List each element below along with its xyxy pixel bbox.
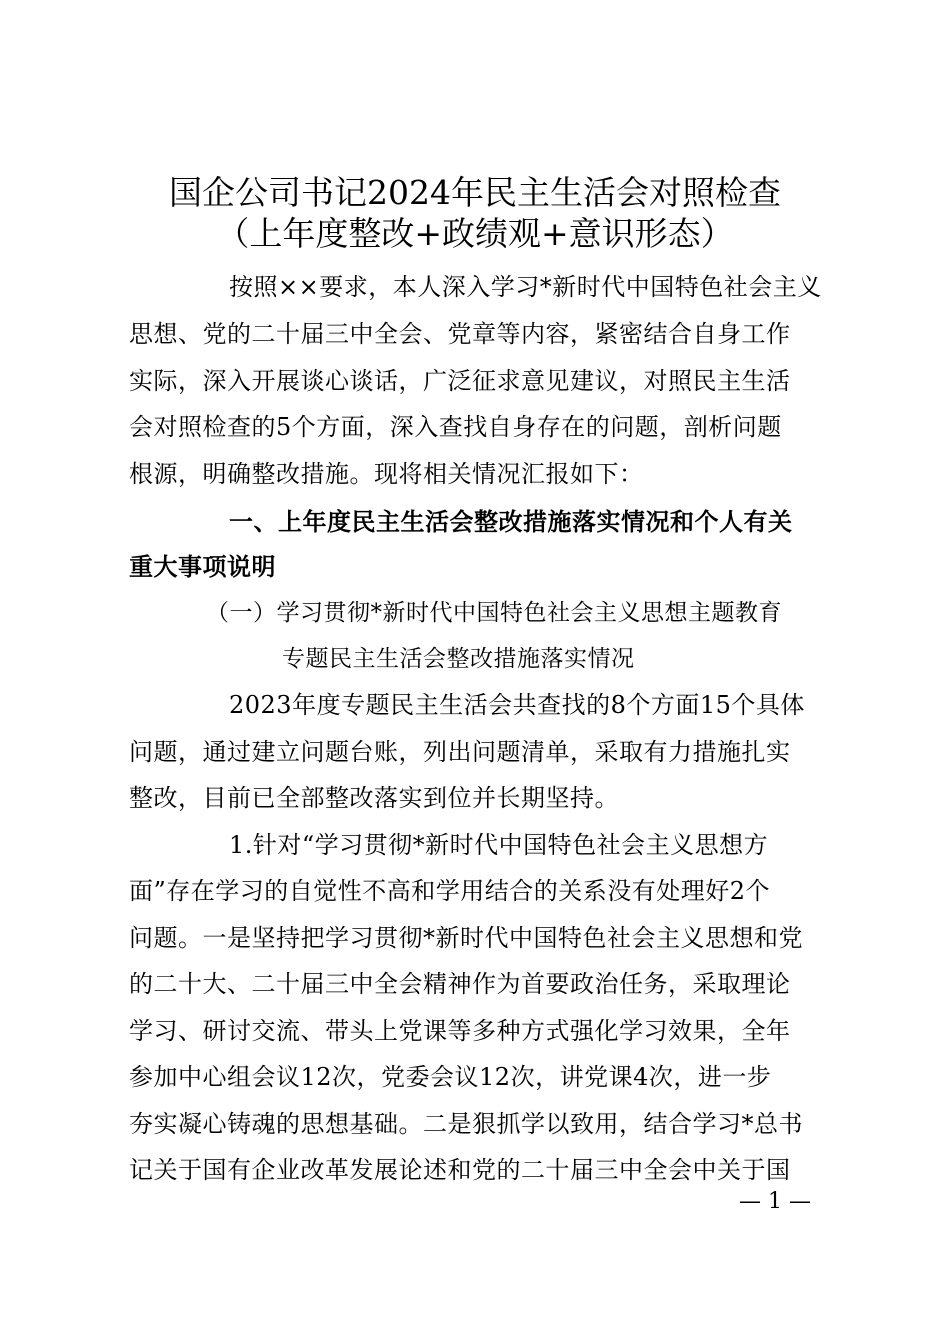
- intro-line: 按照××要求，本人深入学习*新时代中国特色社会主义: [229, 273, 822, 301]
- subsection-heading: （一）学习贯彻*新时代中国特色社会主义思想主题教育: [206, 600, 782, 626]
- paragraph-line: 记关于国有企业改革发展论述和党的二十届三中全会中关于国: [129, 1156, 791, 1184]
- paragraph-line: 整改，目前已全部整改落实到位并长期坚持。: [129, 784, 619, 812]
- page-number: — 1 —: [739, 1189, 811, 1214]
- section-heading: 重大事项说明: [129, 553, 276, 581]
- paragraph-line: 夯实凝心铸魂的思想基础。二是狠抓学以致用，结合学习*总书: [129, 1110, 803, 1138]
- document-title: 国企公司书记2024年民主生活会对照检查: [169, 173, 781, 212]
- document-subtitle: （上年度整改+政绩观+意识形态）: [216, 214, 734, 253]
- intro-line: 思想、党的二十届三中全会、党章等内容，紧密结合自身工作: [129, 320, 791, 348]
- paragraph-line: 参加中心组会议12次，党委会议12次，讲党课4次，进一步: [129, 1063, 772, 1091]
- paragraph-line: 问题，通过建立问题台账，列出问题清单，采取有力措施扎实: [129, 738, 791, 766]
- intro-line: 根源，明确整改措施。现将相关情况汇报如下：: [129, 460, 644, 488]
- intro-line: 会对照检查的5个方面，深入查找自身存在的问题，剖析问题: [129, 413, 782, 441]
- paragraph-line: 问题。一是坚持把学习贯彻*新时代中国特色社会主义思想和党: [129, 924, 803, 952]
- paragraph-line: 的二十大、二十届三中全会精神作为首要政治任务，采取理论: [129, 970, 791, 998]
- paragraph-line: 学习、研讨交流、带头上党课等多种方式强化学习效果，全年: [129, 1017, 791, 1045]
- subsection-heading: 专题民主生活会整改措施落实情况: [282, 646, 635, 672]
- paragraph-line: 面”存在学习的自觉性不高和学用结合的关系没有处理好2个: [129, 877, 771, 905]
- paragraph-line: 1.针对“学习贯彻*新时代中国特色社会主义思想方: [229, 831, 769, 859]
- paragraph-line: 2023年度专题民主生活会共查找的8个方面15个具体: [229, 691, 805, 719]
- section-heading: 一、上年度民主生活会整改措施落实情况和个人有关: [229, 508, 793, 536]
- intro-line: 实际，深入开展谈心谈话，广泛征求意见建议，对照民主生活: [129, 367, 791, 395]
